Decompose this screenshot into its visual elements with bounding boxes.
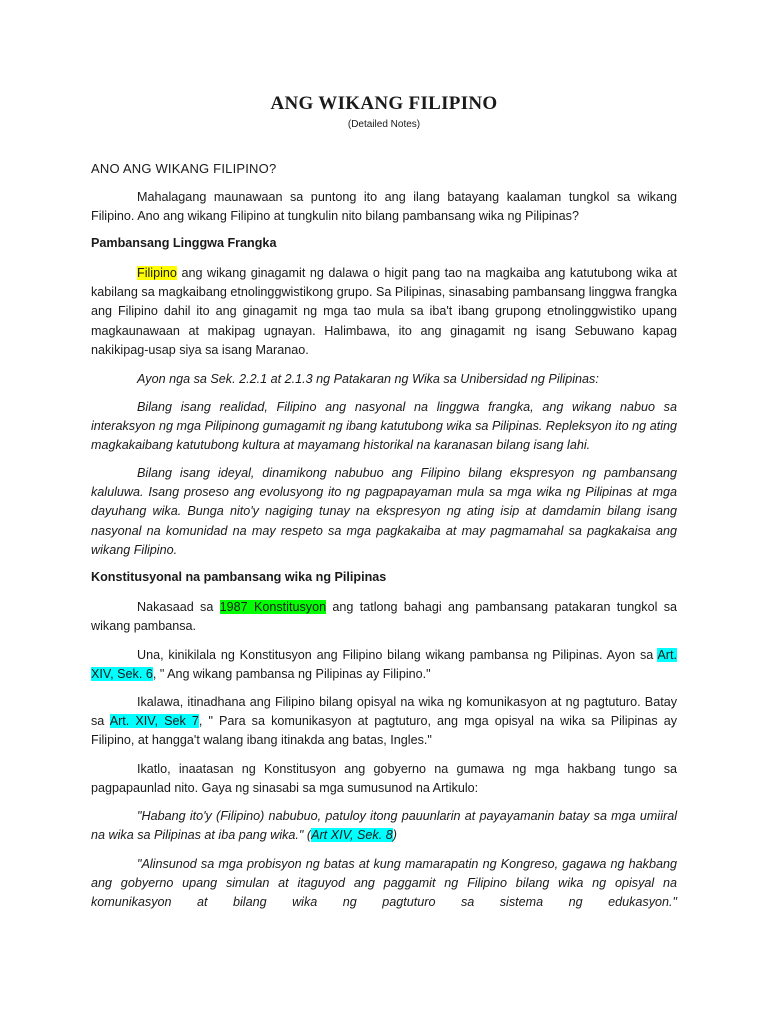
document-title: ANG WIKANG FILIPINO	[270, 93, 498, 114]
quote-alinsunod: "Alinsunod sa mga probisyon ng batas at kung mamarapatin ng Kongreso, gagawa ng hakbang ang gobyerno upang simulan at itaguyod ang paggamit ng Filipino bilang wika ng opisyal na komunikasyon at bilang wika ng pagtuturo sa sistema ng edukasyon."	[91, 857, 677, 910]
quote-habang	[91, 807, 677, 845]
paragraph-ikatlo: Ikatlo, inaatasan ng Konstitusyon ang gobyerno na gumawa ng mga hakbang tungo sa pagpapaunlad nito. Gaya ng sinasabi sa mga sumusunod na Artikulo:	[91, 762, 677, 796]
paragraph-una	[91, 646, 677, 684]
paragraph-nakasaad-start: Nakasaad sa	[137, 600, 220, 614]
paragraph-nakasaad	[91, 598, 677, 636]
quote-habang-end: )	[392, 828, 397, 843]
highlight-filipino: Filipino	[137, 266, 177, 280]
quote-realidad: Bilang isang realidad, Filipino ang nasyonal na linggwa frangka, ang wikang nabuo sa interaksyon ng mga Pilipinong gumagamit ng ibang katutubong wika sa Pilipinas. Repleksyon ito ng ating magkakaibang katutubong kultura at mayamang historikal na karanasan bilang isang lahi.	[91, 400, 677, 453]
highlight-art-xiv-sek-7: Art. XIV, Sek 7	[109, 714, 199, 729]
paragraph-linggwa-frangka	[91, 264, 677, 360]
paragraph-una-start: Una, kinikilala ng Konstitusyon ang Filipino bilang wikang pambansa ng Pilipinas. Ayon sa	[137, 648, 658, 662]
heading-linggwa-frangka: Pambansang Linggwa Frangka	[91, 236, 277, 250]
quote-ideyal: Bilang isang ideyal, dinamikong nabubuo ang Filipino bilang ekspresyon ng pambansang kaluluwa. Isang proseso ang evolusyong ito ng pagpapayaman mula sa mga wika ng Pilipinas at mga dayuhang wika. Bunga nito'y nagiging tunay na ekspresyon ng ating isip at damdamin bilang isang nasyonal na komunidad na may respeto sa mga pagkakaiba at may pagmamahal sa pagkakaisa ang wikang Filipino.	[91, 466, 677, 557]
highlight-art-xiv-sek-6: Art. XIV, Sek. 6	[91, 648, 677, 682]
heading-konstitusyonal: Konstitusyonal na pambansang wika ng Pilipinas	[91, 570, 387, 584]
paragraph-ikalawa	[91, 693, 677, 751]
highlight-art-xiv-sek-8: Art XIV, Sek. 8	[311, 828, 393, 843]
highlight-1987-konstitusyon: 1987 Konstitusyon	[219, 600, 327, 614]
paragraph-ayon: Ayon nga sa Sek. 2.2.1 at 2.1.3 ng Patakaran ng Wika sa Unibersidad ng Pilipinas:	[137, 372, 599, 386]
paragraph-una-end: , " Ang wikang pambansa ng Pilipinas ay Filipino."	[152, 667, 431, 682]
paragraph-nakasaad-end: ang tatlong bahagi ang pambansang patakaran tungkol sa wikang pambansa.	[91, 600, 677, 634]
paragraph-ikalawa-end: , " Para sa komunikasyon at pagtuturo, ang mga opisyal na wika sa Pilipinas ay Filipino, at hangga't walang ibang itinakda ang batas, Ingles."	[91, 714, 677, 748]
paragraph-linggwa-frangka-text: ang wikang ginagamit ng dalawa o higit pang tao na magkaiba ang katutubong wika at kabilang sa magkaibang etnolinggwistikong grupo. Sa Pilipinas, sinasabing pambansang linggwa frangka ang Filipino dahil ito ang ginagamit ng mga tao mula sa iba't ibang grupong etnolinggwistiko upang magkaunawaan at makipag ugnayan. Halimbawa, ito ang ginagamit ng isang Sebuwano kapag nakikipag-usap siya sa isang Maranao.	[91, 266, 677, 357]
quote-habang-start: "Habang ito'y (Filipino) nabubuo, patuloy itong pauunlarin at payayamanin batay sa mga umiiral na wika sa Pilipinas at iba pang wika." (	[91, 809, 677, 843]
paragraph-ikalawa-start: Ikalawa, itinadhana ang Filipino bilang opisyal na wika ng komunikasyon at ng pagtuturo. Batay sa	[91, 695, 677, 729]
document-subtitle: (Detailed Notes)	[347, 119, 421, 130]
paragraph-intro: Mahalagang maunawaan sa puntong ito ang ilang batayang kaalaman tungkol sa wikang Filipino. Ano ang wikang Filipino at tungkulin nito bilang pambansang wika ng Pilipinas?	[91, 190, 677, 224]
section-heading: ANO ANG WIKANG FILIPINO?	[91, 161, 277, 176]
